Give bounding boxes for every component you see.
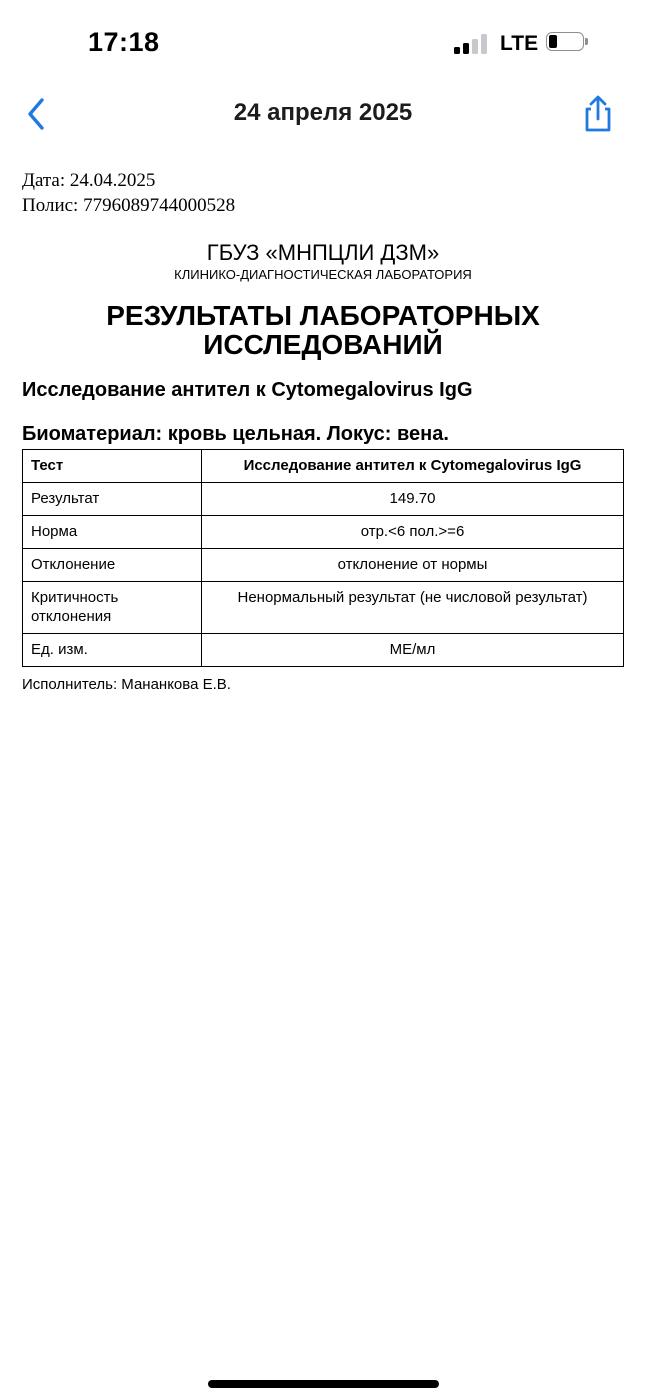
navigation-bar xyxy=(0,80,646,150)
share-button[interactable] xyxy=(580,94,616,134)
document-title-line-2: ИССЛЕДОВАНИЙ xyxy=(203,329,443,360)
row-value: МЕ/мл xyxy=(202,634,624,667)
nav-title: 24 апреля 2025 xyxy=(233,99,413,126)
row-label: Отклонение xyxy=(23,549,202,582)
row-value: отр.<6 пол.>=6 xyxy=(202,516,624,549)
status-time: 17:18 xyxy=(88,27,160,57)
status-bar xyxy=(0,0,646,80)
row-label: Норма xyxy=(23,516,202,549)
share-icon xyxy=(580,94,616,134)
battery-icon xyxy=(546,32,586,53)
executor-line: Исполнитель: Мананкова Е.В. xyxy=(22,676,231,693)
organization-name: ГБУЗ «МНПЦЛИ ДЗМ» xyxy=(206,240,440,265)
row-value: Ненормальный результат (не числовой результат) xyxy=(202,582,624,634)
table-row xyxy=(23,549,624,582)
row-label: Результат xyxy=(23,483,202,516)
header-study: Исследование антител к Cytomegalovirus IgG xyxy=(202,450,624,483)
table-row xyxy=(23,634,624,667)
cellular-signal-icon xyxy=(454,33,490,54)
row-value: 149.70 xyxy=(202,483,624,516)
home-indicator[interactable] xyxy=(208,1380,439,1388)
policy-line: Полис: 7796089744000528 xyxy=(22,195,236,216)
table-row xyxy=(23,483,624,516)
study-title: Исследование антител к Cytomegalovirus IgG xyxy=(22,379,473,401)
table-row xyxy=(23,582,624,634)
document-title xyxy=(22,301,624,359)
document-title-line-1: РЕЗУЛЬТАТЫ ЛАБОРАТОРНЫХ xyxy=(106,300,540,331)
biomaterial-line: Биоматериал: кровь цельная. Локус: вена. xyxy=(22,423,449,445)
row-label: Критичность отклонения xyxy=(23,582,202,634)
network-type: LTE xyxy=(500,32,539,55)
header-test: Тест xyxy=(23,450,202,483)
organization-subtitle: КЛИНИКО-ДИАГНОСТИЧЕСКАЯ ЛАБОРАТОРИЯ xyxy=(174,267,472,282)
row-value: отклонение от нормы xyxy=(202,549,624,582)
table-row xyxy=(23,516,624,549)
table-header-row xyxy=(23,450,624,483)
document-page xyxy=(22,168,624,693)
results-table xyxy=(22,449,624,667)
date-line: Дата: 24.04.2025 xyxy=(22,170,156,191)
row-label: Ед. изм. xyxy=(23,634,202,667)
